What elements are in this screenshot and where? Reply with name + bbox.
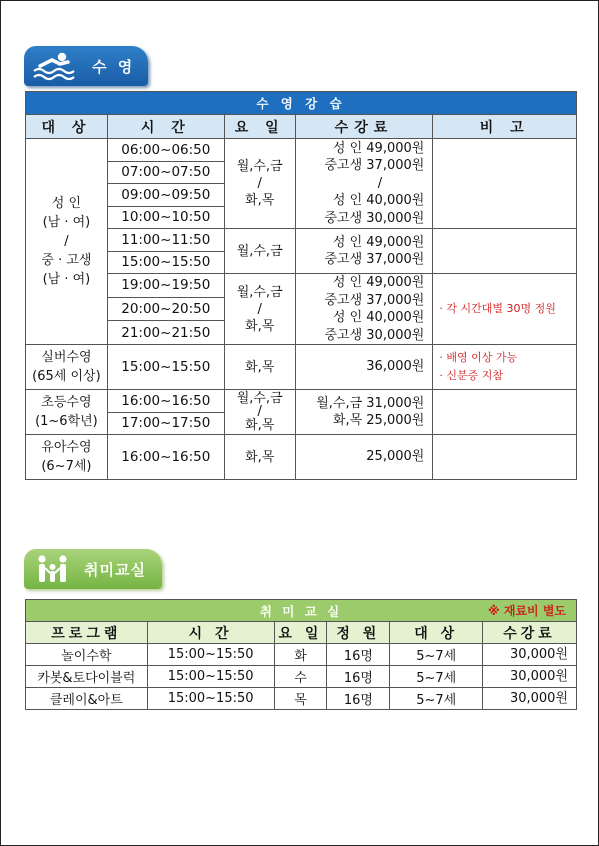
fee-cell: 25,000원 — [295, 435, 433, 480]
time-cell: 17:00~17:50 — [107, 412, 224, 435]
day-line: 월,수,금 — [236, 390, 283, 406]
day-line: 월,수,금 — [236, 284, 283, 300]
elementary-target-cell — [26, 390, 108, 435]
time-cell: 09:00~09:50 — [107, 184, 224, 207]
note-cell — [433, 435, 577, 480]
note-cell — [433, 390, 577, 435]
time-cell: 15:00~15:50 — [147, 644, 274, 666]
fee-line: 성 인 49,000원 — [332, 234, 425, 250]
target-line: (65세 이상) — [32, 369, 101, 384]
fee-cell: 30,000원 — [483, 666, 577, 688]
time-cell: 16:00~16:50 — [107, 390, 224, 413]
target-line: (6~7세) — [41, 459, 92, 474]
material-fee-note: ※ 재료비 별도 — [488, 604, 566, 618]
fee-line: 중고생 37,000원 — [324, 252, 425, 267]
column-header: 대 상 — [26, 115, 108, 139]
day-cell: 화,목 — [224, 435, 295, 480]
fee-cell — [295, 139, 433, 229]
day-line: 화,목 — [245, 193, 275, 208]
program-cell: 클레이&아트 — [26, 688, 148, 710]
fee-line: 성 인 40,000원 — [332, 193, 425, 209]
time-cell: 07:00~07:50 — [107, 161, 224, 184]
target-line: 초등수영 — [41, 395, 92, 410]
time-cell: 15:00~15:50 — [147, 688, 274, 710]
time-cell: 15:00~15:50 — [147, 666, 274, 688]
target-cell: 5~7세 — [390, 666, 483, 688]
column-header: 비 고 — [433, 115, 577, 139]
program-cell: 놀이수학 — [26, 644, 148, 666]
hobby-section-tab — [24, 549, 162, 589]
day-cell — [224, 274, 295, 345]
fee-line: 중고생 30,000원 — [324, 327, 425, 343]
swim-table-caption: 수 영 강 습 — [26, 92, 577, 115]
fee-cell: 30,000원 — [483, 644, 577, 666]
day-line: / — [257, 176, 262, 191]
table-row — [26, 644, 577, 666]
time-cell: 11:00~11:50 — [107, 229, 224, 252]
hobby-schedule-table — [25, 599, 577, 710]
note-line: · 배영 이상 가능 — [439, 351, 518, 364]
note-cell — [433, 139, 577, 229]
note-line: · 신분증 지참 — [439, 369, 503, 382]
column-header: 프로그램 — [26, 622, 148, 644]
fee-line: 성 인 40,000원 — [332, 310, 425, 325]
day-line: / — [257, 404, 262, 420]
note-cell — [433, 229, 577, 274]
day-line: 월,수,금 — [236, 159, 283, 174]
fee-line: 중고생 37,000원 — [324, 292, 425, 308]
day-cell — [224, 229, 295, 274]
adult-target-cell — [26, 139, 108, 345]
target-line: 중 · 고생 — [41, 253, 92, 268]
note-cell — [433, 345, 577, 390]
column-header: 요 일 — [224, 115, 295, 139]
day-cell: 수 — [274, 666, 327, 688]
time-cell: 10:00~10:50 — [107, 206, 224, 229]
capacity-note: · 각 시간대별 30명 정원 — [433, 274, 577, 345]
time-cell: 06:00~06:50 — [107, 139, 224, 162]
family-icon — [34, 554, 72, 584]
swim-section-title: 수 영 — [92, 58, 136, 76]
target-line: (남 · 여) — [42, 272, 91, 287]
time-cell: 20:00~20:50 — [107, 297, 224, 321]
fee-line: 화,목 25,000원 — [332, 413, 425, 428]
silver-target-cell — [26, 345, 108, 390]
day-line: / — [257, 301, 262, 317]
column-header: 수강료 — [295, 115, 433, 139]
fee-cell: 36,000원 — [295, 345, 433, 390]
hobby-table-caption — [26, 600, 577, 622]
day-line: 화,목 — [245, 318, 275, 334]
target-line: / — [64, 234, 69, 249]
swim-schedule-table — [25, 91, 577, 480]
fee-cell: 30,000원 — [483, 688, 577, 710]
column-header: 수강료 — [483, 622, 577, 644]
caption-text: 취 미 교 실 — [259, 603, 343, 619]
target-line: (남 · 여) — [42, 215, 91, 230]
fee-cell — [295, 274, 433, 345]
capacity-cell: 16명 — [327, 688, 390, 710]
table-row — [26, 666, 577, 688]
fee-line: / — [377, 175, 383, 191]
target-line: 성 인 — [51, 196, 82, 211]
preschool-target-cell — [26, 435, 108, 480]
day-cell — [224, 390, 295, 435]
column-header: 시 간 — [107, 115, 224, 139]
swim-section-tab — [24, 46, 148, 86]
fee-cell — [295, 390, 433, 435]
day-cell: 화 — [274, 644, 327, 666]
target-cell: 5~7세 — [390, 644, 483, 666]
time-cell: 19:00~19:50 — [107, 274, 224, 298]
day-cell — [224, 139, 295, 229]
day-cell: 화,목 — [224, 345, 295, 390]
time-cell: 15:00~15:50 — [107, 345, 224, 390]
fee-line: 월,수,금 31,000원 — [316, 395, 425, 411]
time-cell: 15:00~15:50 — [107, 251, 224, 274]
time-cell: 21:00~21:50 — [107, 321, 224, 345]
column-header: 대 상 — [390, 622, 483, 644]
table-row — [26, 688, 577, 710]
target-line: 유아수영 — [41, 440, 92, 455]
day-line: 화,목 — [245, 417, 275, 433]
fee-line: 성 인 49,000원 — [332, 140, 425, 156]
target-line: 실버수영 — [41, 350, 92, 365]
target-line: (1~6학년) — [35, 414, 98, 429]
capacity-cell: 16명 — [327, 666, 390, 688]
target-cell: 5~7세 — [390, 688, 483, 710]
fee-cell — [295, 229, 433, 274]
fee-line: 성 인 49,000원 — [332, 275, 425, 290]
fee-line: 중고생 37,000원 — [324, 158, 425, 174]
swimmer-icon — [32, 51, 76, 81]
program-cell: 카봇&토다이블럭 — [26, 666, 148, 688]
day-cell: 목 — [274, 688, 327, 710]
hobby-section-title: 취미교실 — [84, 561, 146, 579]
time-cell: 16:00~16:50 — [107, 435, 224, 480]
capacity-cell: 16명 — [327, 644, 390, 666]
column-header: 정 원 — [327, 622, 390, 644]
column-header: 요 일 — [274, 622, 327, 644]
fee-line: 중고생 30,000원 — [324, 210, 425, 226]
day-line: 월,수,금 — [236, 243, 283, 259]
column-header: 시 간 — [147, 622, 274, 644]
